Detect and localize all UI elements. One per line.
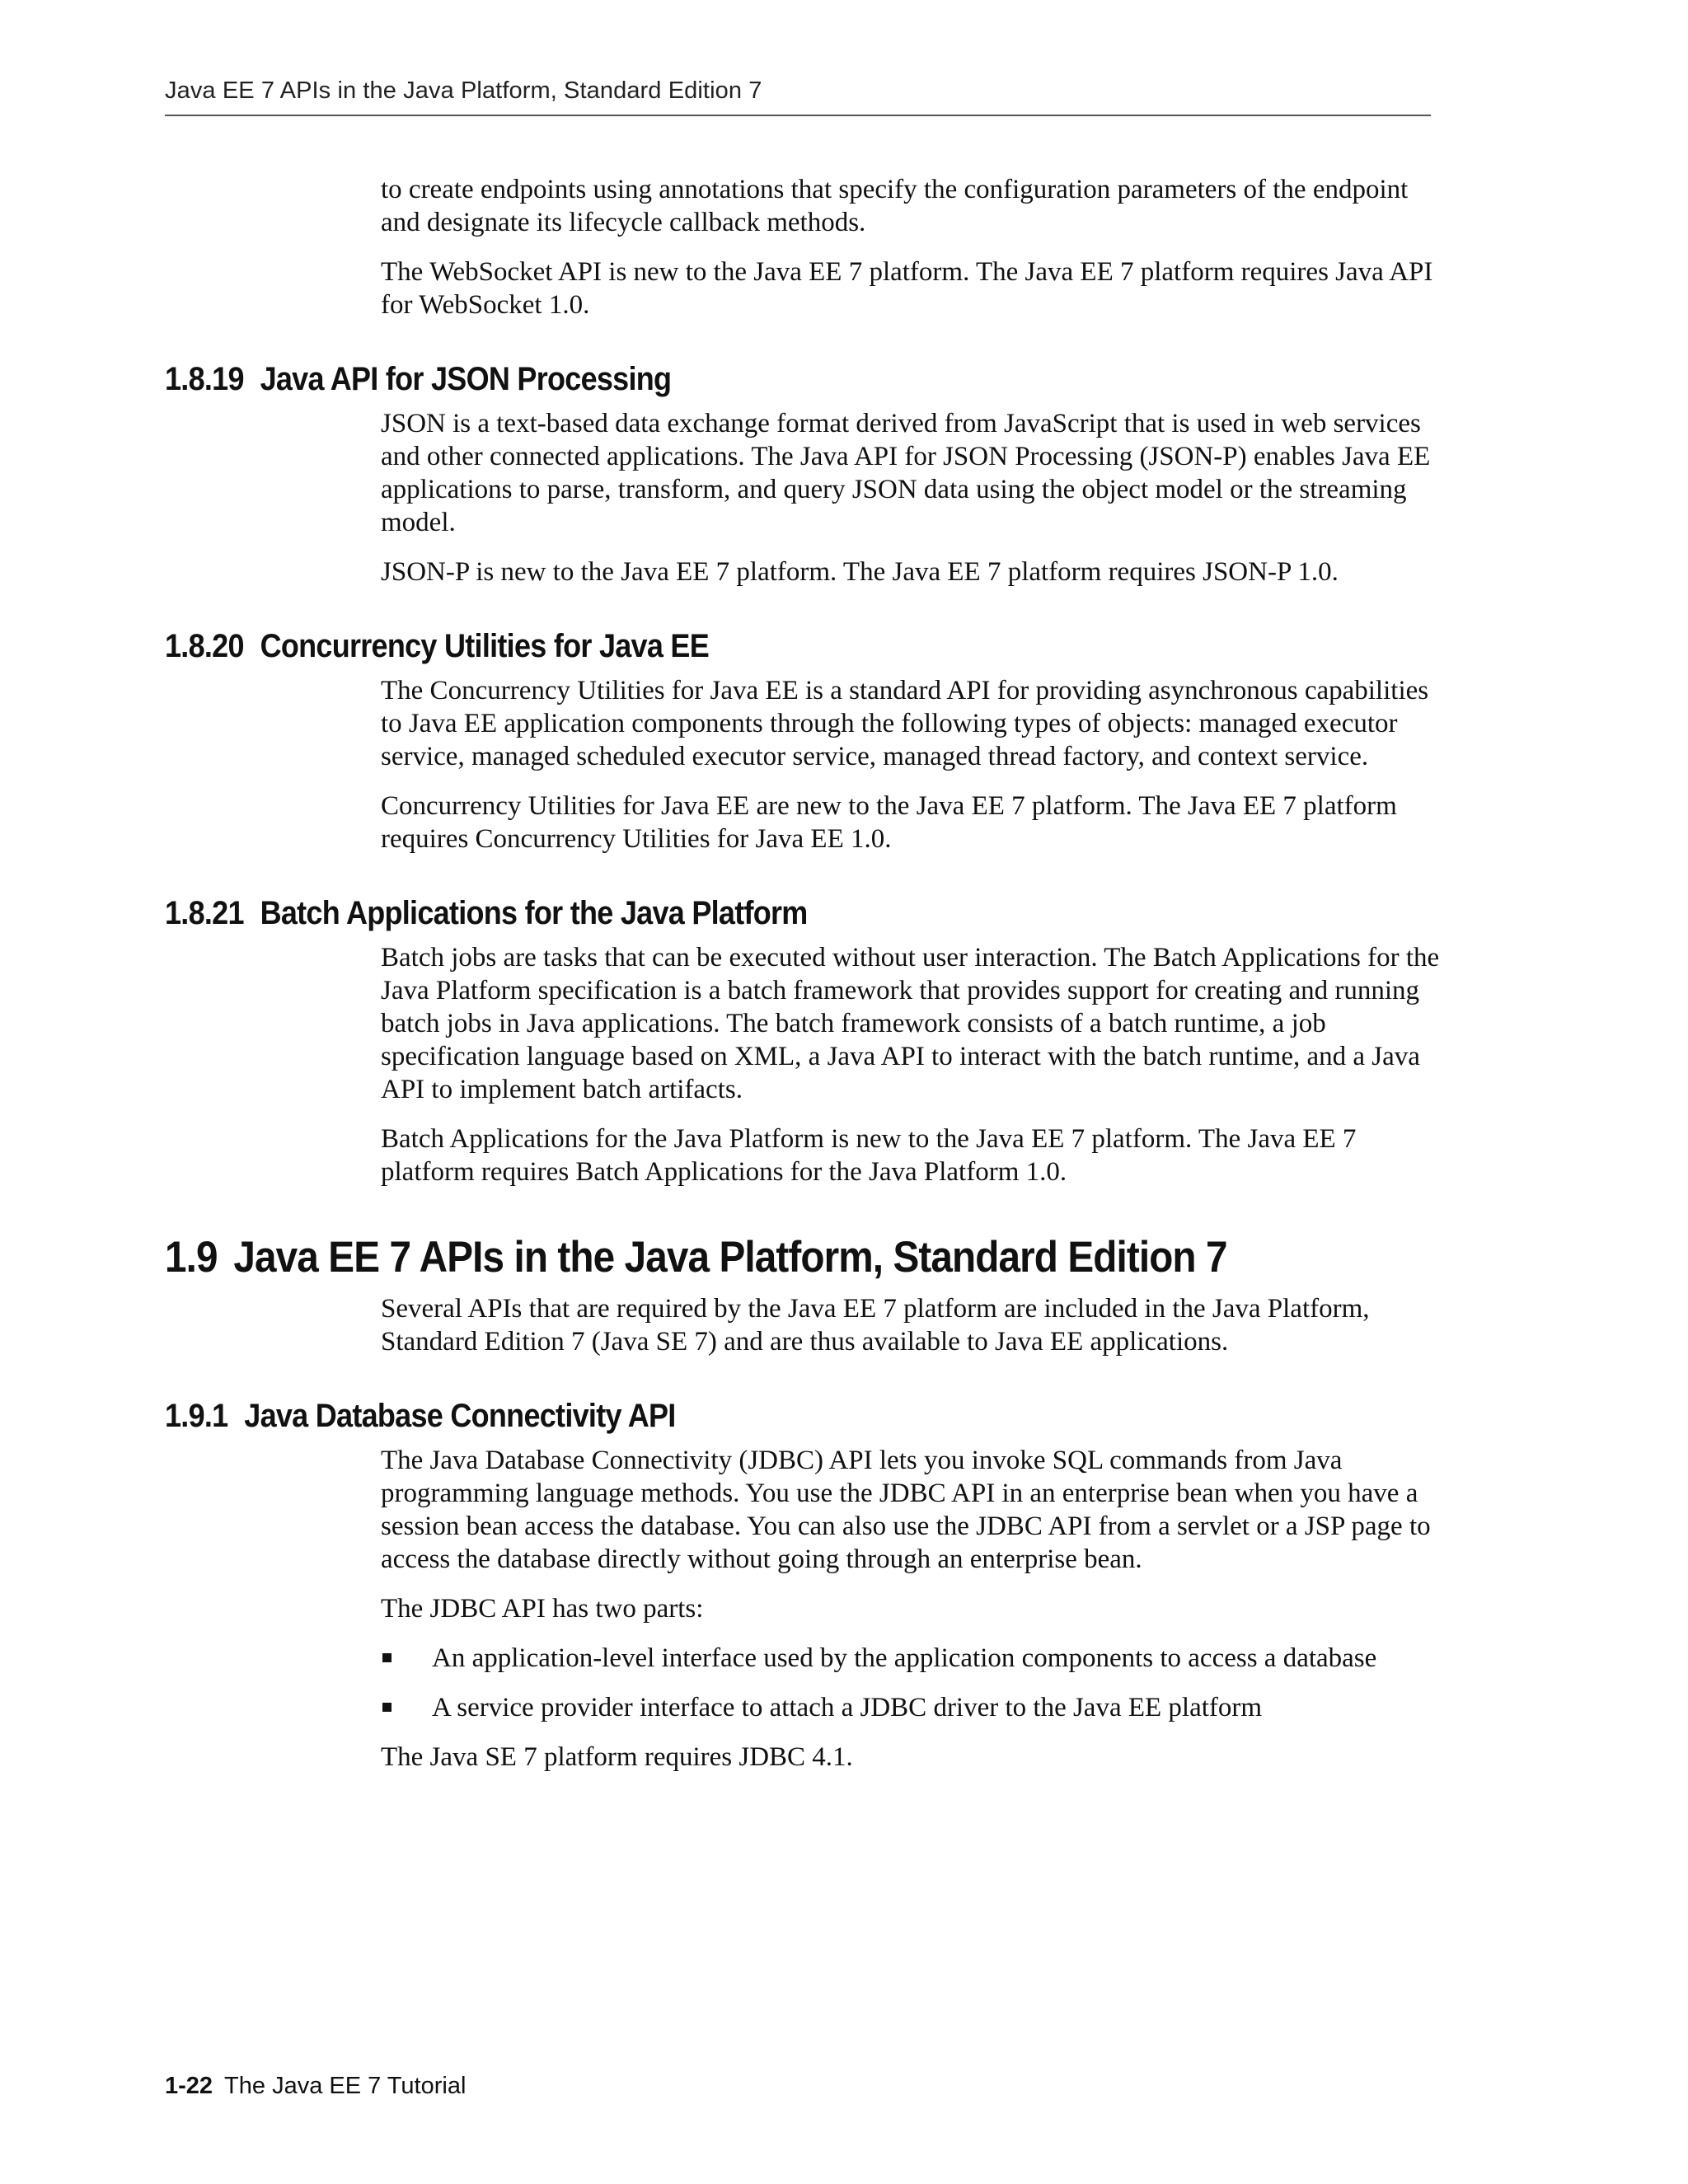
section-title: Java EE 7 APIs in the Java Platform, Standard Edition 7 bbox=[233, 1233, 1227, 1282]
paragraph: Concurrency Utilities for Java EE are new to the Java EE 7 platform. The Java EE 7 platform requires Concurrency Utilities for Java EE 1.0. bbox=[381, 791, 1397, 854]
paragraph: JSON-P is new to the Java EE 7 platform. The Java EE 7 platform requires JSON-P 1.0. bbox=[381, 557, 1339, 587]
paragraph: Batch jobs are tasks that can be executed without user interaction. The Batch Applications for the Java Platform specification is a batch framework that provides support for creating and running batch jobs in Java applications. The batch framework consists of a batch runtime, a job specification language based on XML, a Java API to interact with the batch runtime, and a Java API to implement batch artifacts. bbox=[381, 943, 1440, 1104]
section-number: 1.8.19 bbox=[165, 361, 244, 397]
section-heading-1-9 bbox=[165, 1233, 1304, 1282]
section-heading-1-8-19 bbox=[165, 359, 1304, 399]
running-header: Java EE 7 APIs in the Java Platform, Standard Edition 7 bbox=[165, 77, 762, 104]
list-item bbox=[381, 1691, 1452, 1724]
bullet-list bbox=[165, 1642, 1452, 1724]
book-title: The Java EE 7 Tutorial bbox=[224, 2073, 467, 2099]
section-title: Batch Applications for the Java Platform bbox=[260, 895, 808, 931]
section-title: Java Database Connectivity API bbox=[244, 1398, 676, 1434]
list-item-text: A service provider interface to attach a JDBC driver to the Java EE platform bbox=[432, 1693, 1263, 1722]
paragraph: The Java Database Connectivity (JDBC) API lets you invoke SQL commands from Java programming language methods. You use the JDBC API in an enterprise bean when you have a session bean access the database. You can also use the JDBC API from a servlet or a JSP page to access the database directly without going through an enterprise bean. bbox=[381, 1446, 1431, 1574]
paragraph: The Java SE 7 platform requires JDBC 4.1. bbox=[381, 1742, 853, 1772]
intro-paragraph-1: to create endpoints using annotations that specify the configuration parameters of the endpoint and designate its lifecycle callback methods. bbox=[381, 175, 1409, 237]
paragraph: The JDBC API has two parts: bbox=[381, 1594, 704, 1624]
section-number: 1.8.20 bbox=[165, 628, 244, 664]
section-heading-1-8-21 bbox=[165, 893, 1304, 933]
section-title: Java API for JSON Processing bbox=[260, 361, 672, 397]
intro-paragraph-2: The WebSocket API is new to the Java EE 7 platform. The Java EE 7 platform requires Java API for WebSocket 1.0. bbox=[381, 257, 1433, 320]
section-number: 1.9.1 bbox=[165, 1398, 228, 1434]
paragraph: Batch Applications for the Java Platform is new to the Java EE 7 platform. The Java EE 7 platform requires Batch Applications for the Java Platform 1.0. bbox=[381, 1124, 1357, 1187]
section-heading-1-8-20 bbox=[165, 626, 1304, 666]
paragraph: The Concurrency Utilities for Java EE is a standard API for providing asynchronous capabilities to Java EE application components through the following types of objects: managed executor service, managed scheduled executor service, managed thread factory, and context service. bbox=[381, 676, 1429, 771]
section-heading-1-9-1 bbox=[165, 1396, 1304, 1436]
square-bullet-icon bbox=[382, 1703, 392, 1712]
section-title: Concurrency Utilities for Java EE bbox=[260, 628, 710, 664]
header-rule bbox=[165, 115, 1431, 116]
page-number: 1-22 bbox=[165, 2073, 213, 2099]
page-body bbox=[165, 173, 1440, 1790]
paragraph: Several APIs that are required by the Java EE 7 platform are included in the Java Platform, Standard Edition 7 (Java SE 7) and are thus available to Java EE applications. bbox=[381, 1294, 1370, 1357]
list-item bbox=[381, 1642, 1452, 1675]
list-item-text: An application-level interface used by the application components to access a database bbox=[432, 1643, 1377, 1673]
section-number: 1.9 bbox=[165, 1233, 218, 1282]
square-bullet-icon bbox=[382, 1653, 392, 1662]
section-number: 1.8.21 bbox=[165, 895, 244, 931]
paragraph: JSON is a text-based data exchange format derived from JavaScript that is used in web services and other connected applications. The Java API for JSON Processing (JSON-P) enables Java EE applications to parse, transform, and query JSON data using the object model or the streaming model. bbox=[381, 409, 1431, 537]
page-footer bbox=[165, 2073, 466, 2100]
